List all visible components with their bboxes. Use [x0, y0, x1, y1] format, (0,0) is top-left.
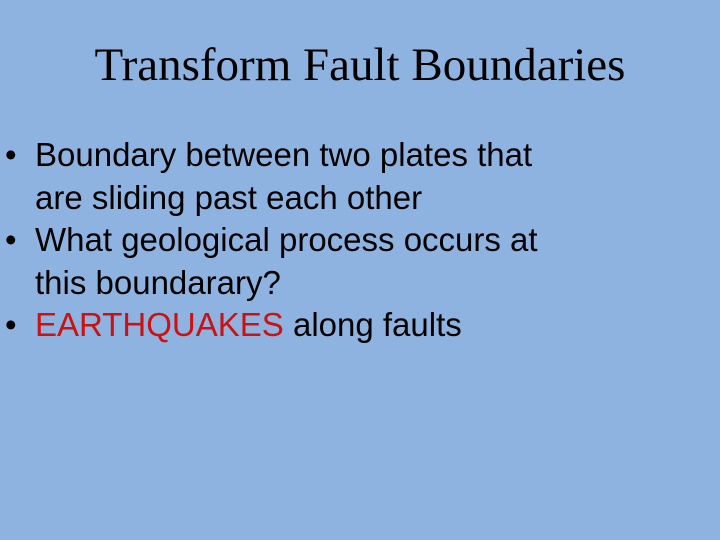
bullet-3-line-1: [35, 304, 720, 347]
bullet-2-line-2: this boundarary?: [35, 263, 281, 301]
bullet-3-rest: along faults: [283, 306, 462, 343]
bullet-1-line-2: are sliding past each other: [35, 178, 423, 216]
bullet-list: [0, 134, 720, 347]
bullet-2-line-1: What geological process occurs at: [35, 221, 538, 258]
bullet-item-2: [0, 219, 720, 304]
bullet-marker: •: [5, 306, 17, 343]
bullet-marker: •: [5, 221, 17, 258]
slide-title: Transform Fault Boundaries: [94, 39, 626, 91]
bullet-item-1: [0, 134, 720, 219]
bullet-item-3: [0, 304, 720, 347]
bullet-marker: •: [5, 136, 17, 173]
highlighted-term: EARTHQUAKES: [35, 306, 284, 343]
bullet-1-line-1: Boundary between two plates that: [35, 136, 533, 173]
